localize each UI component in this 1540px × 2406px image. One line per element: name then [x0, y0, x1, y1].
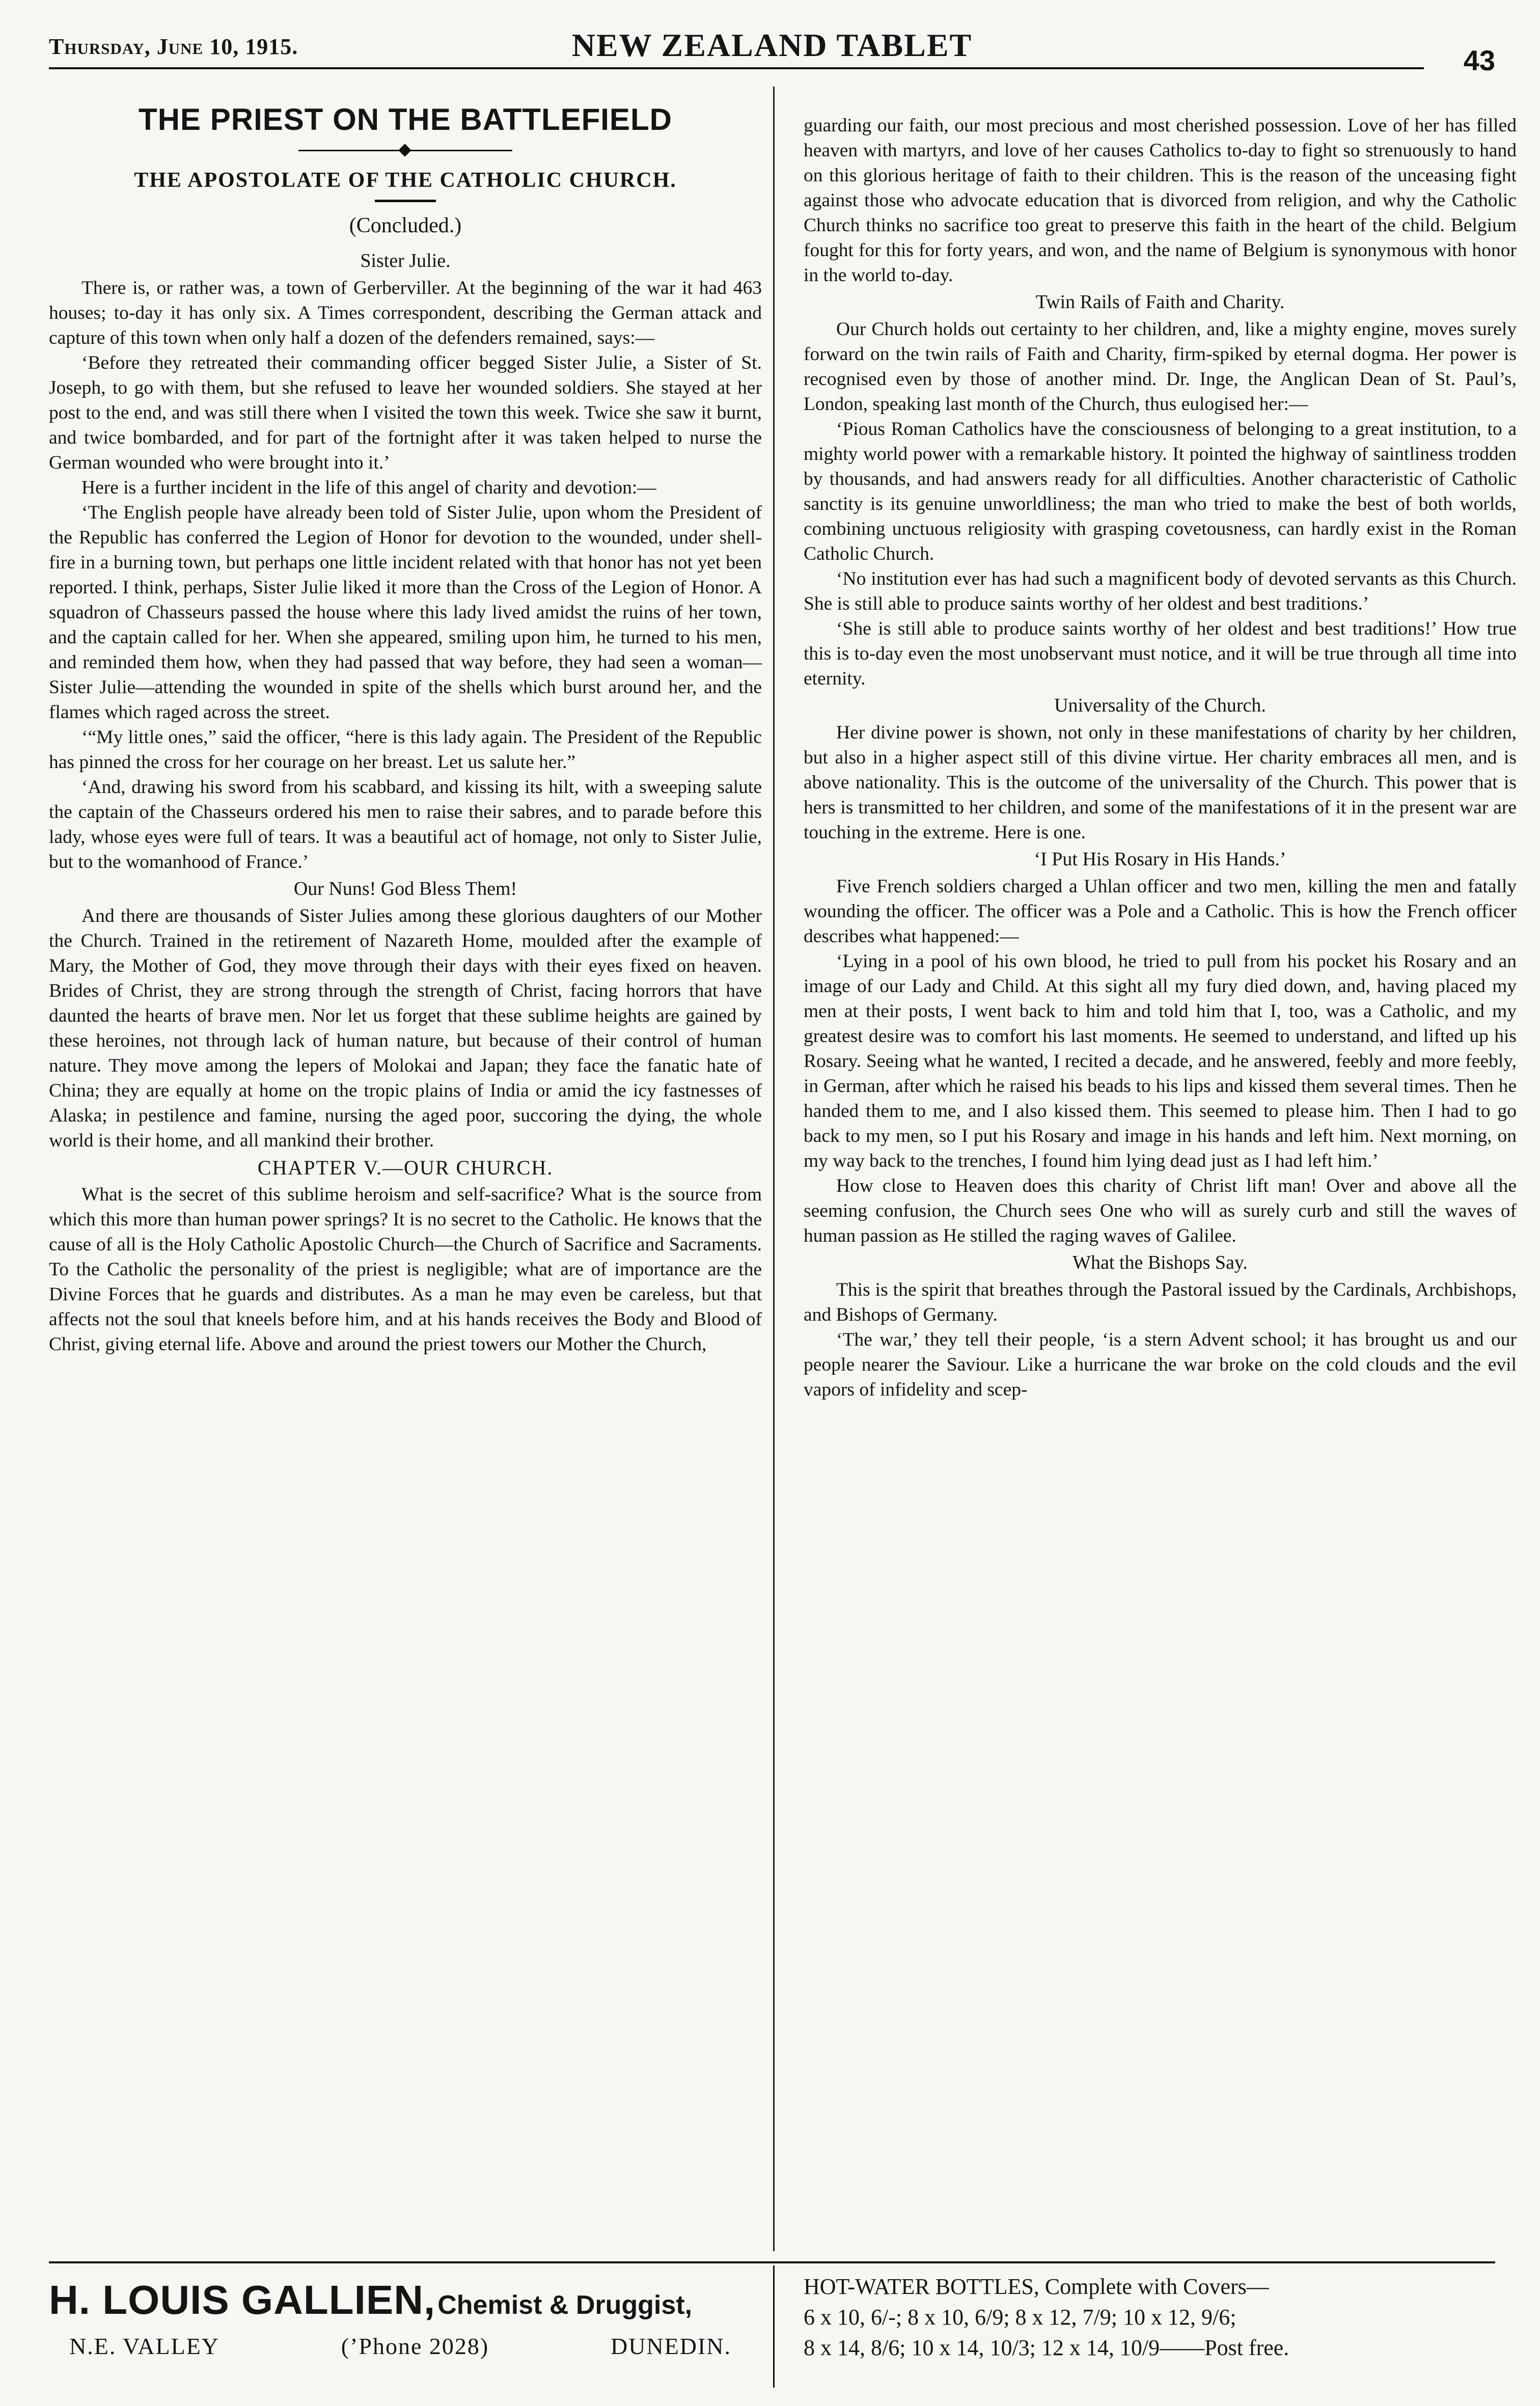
- advert-trade: Chemist & Druggist,: [437, 2290, 693, 2320]
- advert-heading: HOT-WATER BOTTLES, Complete with Covers—: [804, 2274, 1269, 2299]
- masthead: [49, 26, 1495, 76]
- paragraph: ‘Before they retreated their commanding officer begged Sister Julie, a Sister of St. Joseph, to go with them, but she refused to leave her wounded soldiers. She stayed at her post to the end, and was still there when I visited the town this week. Twice she saw it burnt, and twice bombarded, and for part of the fortnight after it was taken helped to nurse the German wounded who were brought into it.’: [49, 352, 762, 473]
- advert-place: N.E. VALLEY: [69, 2333, 220, 2359]
- advert-name: H. LOUIS GALLIEN,: [49, 2277, 436, 2322]
- advert-phone: (’Phone 2028): [341, 2333, 489, 2359]
- title-ornament-rule: [298, 145, 512, 156]
- diamond-icon: [398, 144, 411, 156]
- paragraph: Here is a further incident in the life of this angel of charity and devotion:—: [81, 477, 656, 498]
- article-subtitle: THE APOSTOLATE OF THE CATHOLIC CHURCH.: [134, 169, 677, 192]
- paragraph: This is the spirit that breathes through the Pastoral issued by the Cardinals, Archbishops, and Bishops of Germany.: [804, 1279, 1517, 1325]
- section-subheading: Universality of the Church.: [1054, 695, 1266, 716]
- advert-price-line-1: 6 x 10, 6/-; 8 x 10, 6/9; 8 x 12, 7/9; 10 x 12, 9/6;: [804, 2305, 1236, 2330]
- paragraph: What is the secret of this sublime heroism and self-sacrifice? What is the source from which this more than human power springs? It is no secret to the Catholic. He knows that the cause of all is the Holy Catholic Apostolic Church—the Church of Sacrifice and Sacraments. To the Catholic the personality of the priest is negligible; what are of importance are the Divine Forces that he guards and distributes. As a man he may even be careless, but that affects not the soul that kneels before him, and at his hands receives the Body and Blood of Christ, giving eternal life. Above and around the priest towers our Mother the Church,: [49, 1184, 762, 1355]
- right-column-body: [804, 113, 1517, 1402]
- concluded-note: (Concluded.): [349, 214, 462, 237]
- subtitle-rule: [375, 200, 436, 202]
- right-column: [804, 113, 1517, 1402]
- advert-city: DUNEDIN.: [610, 2333, 731, 2359]
- article-title: THE PRIEST ON THE BATTLEFIELD: [139, 102, 672, 136]
- newspaper-title: NEW ZEALAND TABLET: [571, 27, 973, 63]
- section-subheading: CHAPTER V.—OUR CHURCH.: [257, 1156, 554, 1179]
- footer-divider: [773, 2265, 775, 2388]
- footer-rule: [49, 2261, 1495, 2263]
- section-subheading: Sister Julie.: [360, 250, 451, 271]
- paragraph: ‘No institution ever has had such a magnificent body of devoted servants as this Church. She is still able to produce saints worthy of her oldest and best traditions.’: [804, 568, 1517, 614]
- paragraph: Her divine power is shown, not only in these manifestations of charity by her children, but also in a higher aspect still of this divine virtue. Her charity embraces all men, and is above nationality. This is the outcome of the universality of the Church. This power that is hers is transmitted to her children, and some of the manifestations of it in the present war are touching in the extreme. Here is one.: [804, 722, 1517, 843]
- paragraph: ‘She is still able to produce saints worthy of her oldest and best traditions!’ How true this is to-day even the most unobservant must notice, and it will be true through all time into eternity.: [804, 618, 1517, 689]
- masthead-rule: [49, 67, 1424, 69]
- paragraph: ‘The English people have already been told of Sister Julie, upon whom the President of the Republic has conferred the Legion of Honor for devotion to the wounded, under shell-fire in a burning town, but perhaps one little incident related with that honor has not yet been reported. I think, perhaps, Sister Julie liked it more than the Cross of the Legion of Honor. A squadron of Chasseurs passed the house where this lady lived amidst the ruins of her town, and the captain called for her. When she appeared, smiling upon him, he turned to his men, and reminded them how, when they had passed that way before, they had seen a woman—Sister Julie—attending the wounded in spite of the shells which burst around her, and the flames which raged across the street.: [49, 502, 762, 723]
- paragraph: Our Church holds out certainty to her children, and, like a mighty engine, moves surely forward on the twin rails of Faith and Charity, firm-spiked by eternal dogma. Her power is recognised even by those of another mind. Dr. Inge, the Anglican Dean of St. Paul’s, London, speaking last month of the Church, thus eulogised her:—: [804, 319, 1517, 415]
- paragraph: ‘“My little ones,” said the officer, “here is this lady again. The President of the Republic has pinned the cross for her courage on her breast. Let us salute her.”: [49, 727, 762, 773]
- paragraph: guarding our faith, our most precious and most cherished possession. Love of her has filled heaven with martyrs, and love of her causes Catholics to-day to fight so strenuously to hand on this glorious heritage of faith to their children. This is the reason of the unceasing fight against those who advocate education that is divorced from religion, and why the Catholic Church thinks no sacrifice too great to preserve this faith in the heart of the child. Belgium fought for this for forty years, and won, and the name of Belgium is synonymous with honor in the world to-day.: [804, 115, 1517, 286]
- paragraph: ‘Pious Roman Catholics have the consciousness of belonging to a great institution, to a mighty world power with a remarkable history. It pointed the highway of saintliness trodden by thousands, and had answers ready for all difficulties. Another characteristic of Catholic sanctity is its genuine unworldliness; the man who tried to make the best of both worlds, combining unctuous religiosity with grasping covetousness, can hardly exist in the Roman Catholic Church.: [804, 419, 1517, 564]
- chemist-advertisement: [49, 2277, 762, 2360]
- issue-date: Thursday, June 10, 1915.: [49, 34, 298, 59]
- column-divider: [773, 87, 775, 2251]
- paragraph: Five French soldiers charged a Uhlan officer and two men, killing the men and fatally wounding the officer. The officer was a Pole and a Catholic. This is how the French officer describes what happened:—: [804, 876, 1517, 947]
- section-subheading: Twin Rails of Faith and Charity.: [1035, 291, 1285, 313]
- section-subheading: ‘I Put His Rosary in His Hands.’: [1034, 849, 1286, 870]
- section-subheading: Our Nuns! God Bless Them!: [293, 878, 517, 899]
- advert-price-line-2: 8 x 14, 8/6; 10 x 14, 10/3; 12 x 14, 10/9——Post free.: [804, 2335, 1289, 2360]
- paragraph: And there are thousands of Sister Julies among these glorious daughters of our Mother the Church. Trained in the retirement of Nazareth Home, moulded after the example of Mary, the Mother of God, they move through their days with their eyes fixed on heaven. Brides of Christ, they are strong through the strength of Christ, facing horrors that have daunted the hearts of brave men. Nor let us forget that these sublime heights are gained by these heroines, not through lack of human nature, but because of their control of human nature. They move among the lepers of Molokai and Japan; they face the fanatic hate of China; they are equally at home on the tropic plains of India or amid the icy fastnesses of Alaska; in pestilence and famine, nursing the aged poor, succoring the dying, the whole world is their home, and all mankind their brother.: [49, 906, 762, 1151]
- hot-water-bottles-advertisement: [804, 2272, 1491, 2363]
- page-number: 43: [1463, 44, 1495, 76]
- paragraph: ‘Lying in a pool of his own blood, he tried to pull from his pocket his Rosary and an image of our Lady and Child. At this sight all my fury died down, and, having placed my men at their posts, I went back to him and told him that I, too, was a Catholic, and my greatest desire was to comfort his last moments. He seemed to understand, and lifted up his Rosary. Seeing what he wanted, I recited a decade, and he answered, feebly and more feebly, in German, after which he raised his beads to his lips and kissed them several times. Then he handed them to me, and I also kissed them. This seemed to please him. Then I had to go back to my men, so I put his Rosary and image in his hands and left him. Next morning, on my way back to the trenches, I found him lying dead just as I had left him.’: [804, 951, 1517, 1171]
- left-column-body: [49, 249, 762, 1357]
- left-column: [49, 102, 762, 1357]
- paragraph: ‘And, drawing his sword from his scabbard, and kissing its hilt, with a sweeping salute the captain of the Chasseurs ordered his men to raise their sabres, and to parade before this lady, whose eyes were full of tears. It was a beautiful act of homage, not only to Sister Julie, but to the womanhood of France.’: [49, 777, 762, 872]
- paragraph: ‘The war,’ they tell their people, ‘is a stern Advent school; it has brought us and our people nearer the Saviour. Like a hurricane the war broke on the cold clouds and the evil vapors of infidelity and scep-: [804, 1329, 1517, 1400]
- paragraph: There is, or rather was, a town of Gerberviller. At the beginning of the war it had 463 houses; to-day it has only six. A Times correspondent, describing the German attack and capture of this town when only half a dozen of the defenders remained, says:—: [49, 278, 762, 348]
- section-subheading: What the Bishops Say.: [1072, 1252, 1248, 1273]
- paragraph: How close to Heaven does this charity of Christ lift man! Over and above all the seeming confusion, the Church sees One who will as surely curb and still the waves of human passion as He stilled the raging waves of Galilee.: [804, 1175, 1517, 1246]
